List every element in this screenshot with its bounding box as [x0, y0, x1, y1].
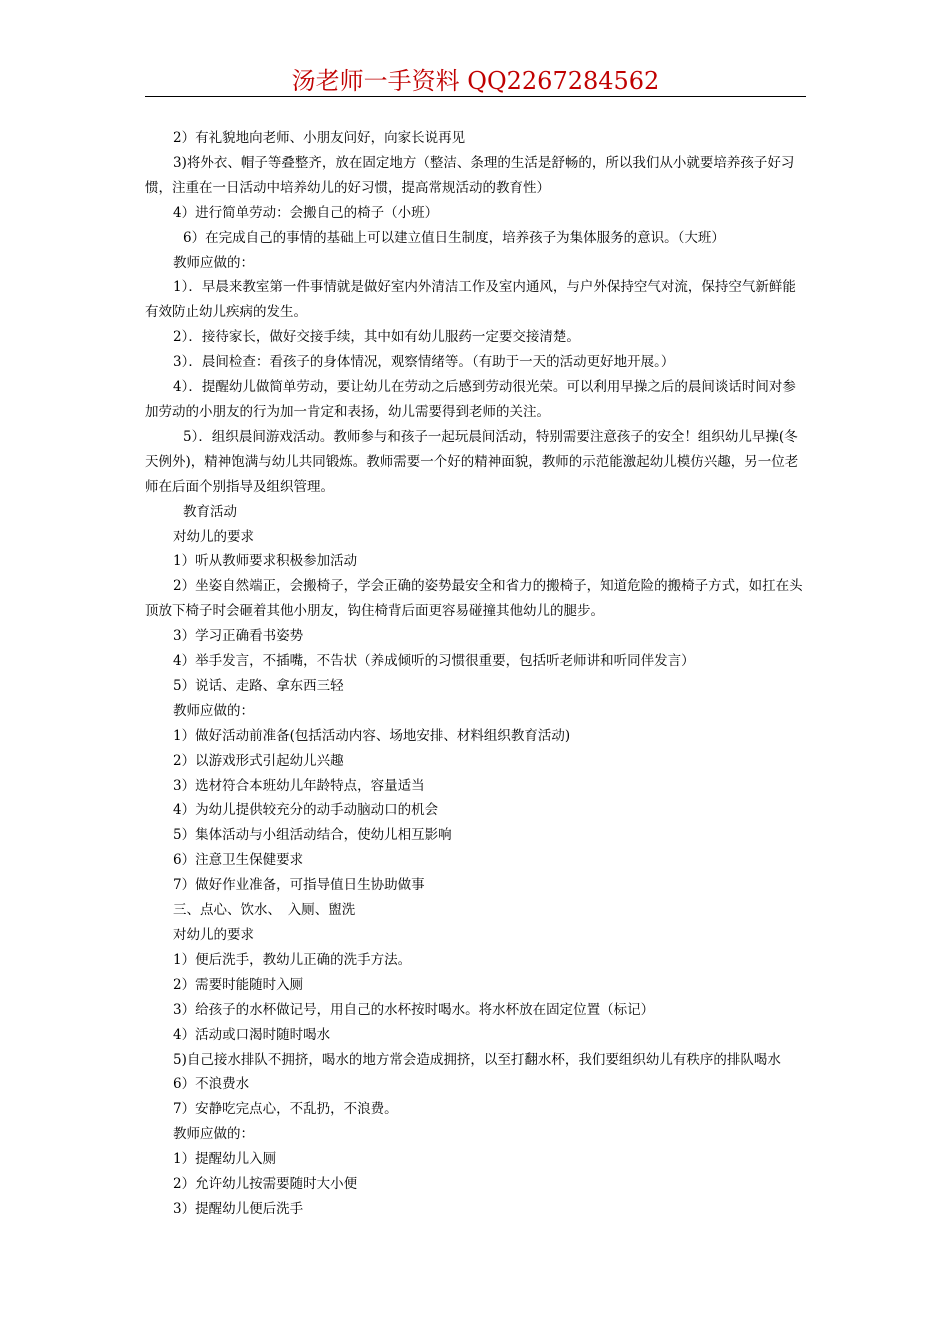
paragraph: 3)将外衣、帽子等叠整齐，放在固定地方（整洁、条理的生活是舒畅的，所以我们从小就要培养孩子好习惯，注重在一日活动中培养幼儿的好习惯，提高常规活动的教育性）	[145, 154, 795, 196]
paragraph: 1）便后洗手，教幼儿正确的洗手方法。	[173, 951, 412, 968]
paragraph: 2）以游戏形式引起幼儿兴趣	[173, 752, 344, 769]
paragraph: 1）做好活动前准备(包括活动内容、场地安排、材料组织教育活动)	[173, 727, 571, 744]
paragraph: 5）说话、走路、拿东西三轻	[173, 677, 344, 694]
paragraph: 1）听从教师要求积极参加活动	[173, 553, 358, 570]
paragraph: 3）学习正确看书姿势	[173, 628, 304, 645]
section-label: 对幼儿的要求	[173, 528, 254, 545]
section-label: 教师应做的：	[173, 1126, 254, 1143]
paragraph: 5）集体活动与小组活动结合，使幼儿相互影响	[173, 827, 452, 844]
paragraph: 6）不浪费水	[173, 1076, 250, 1093]
paragraph: 1）．早晨来教室第一件事情就是做好室内外清洁工作及室内通风，与户外保持空气对流，保持空气新鲜能有效防止幼儿疾病的发生。	[145, 279, 796, 321]
section-heading: 三、点心、饮水、 入厕、盥洗	[173, 902, 356, 919]
paragraph: 7）安静吃完点心，不乱扔，不浪费。	[173, 1101, 398, 1118]
page-header-title: 汤老师一手资料 QQ2267284562	[291, 67, 660, 95]
paragraph: 2）．接待家长，做好交接手续，其中如有幼儿服药一定要交接清楚。	[173, 329, 580, 346]
section-label: 教师应做的：	[173, 254, 254, 271]
paragraph: 2）需要时能随时入厕	[173, 976, 304, 993]
paragraph: 4）．提醒幼儿做简单劳动，要让幼儿在劳动之后感到劳动很光荣。可以利用早操之后的晨间谈话时间对参加劳动的小朋友的行为加一肯定和表扬，幼儿需要得到老师的关注。	[145, 379, 796, 420]
document-body	[145, 126, 806, 1222]
paragraph: 3）．晨间检查：看孩子的身体情况，观察情绪等。（有助于一天的活动更好地开展。）	[173, 354, 675, 371]
paragraph: 4）进行简单劳动：会搬自己的椅子（小班）	[173, 204, 439, 221]
paragraph: 7）做好作业准备，可指导值日生协助做事	[173, 877, 425, 894]
paragraph: 6）注意卫生保健要求	[173, 852, 304, 869]
paragraph: 4）活动或口渴时随时喝水	[173, 1026, 331, 1043]
paragraph: 5)自己接水排队不拥挤，喝水的地方常会造成拥挤，以至打翻水杯，我们要组织幼儿有秩序的排队喝水	[173, 1051, 781, 1068]
paragraph: 4）举手发言，不插嘴，不告状（养成倾听的习惯很重要，包括听老师讲和听同伴发言）	[173, 653, 695, 670]
header-divider	[145, 96, 806, 97]
section-label: 对幼儿的要求	[173, 927, 254, 943]
paragraph: 3）选材符合本班幼儿年龄特点，容量适当	[173, 777, 425, 794]
paragraph: 3）给孩子的水杯做记号，用自己的水杯按时喝水。将水杯放在固定位置（标记）	[173, 1001, 655, 1018]
paragraph: 4）为幼儿提供较充分的动手动脑动口的机会	[173, 802, 439, 819]
paragraph: 5）．组织晨间游戏活动。教师参与和孩子一起玩晨间活动，特别需要注意孩子的安全！组织幼儿早操(冬天例外)，精神饱满与幼儿共同锻炼。教师需要一个好的精神面貌，教师的示范能激起幼儿模仿兴趣，另一位老师在后面个别指导及组织管理。	[145, 428, 799, 495]
paragraph: 2）坐姿自然端正，会搬椅子，学会正确的姿势最安全和省力的搬椅子，知道危险的搬椅子方式，如扛在头顶放下椅子时会砸着其他小朋友，钩住椅背后面更容易碰撞其他幼儿的腿步。	[145, 578, 803, 620]
paragraph: 2）有礼貌地向老师、小朋友问好，向家长说再见	[173, 130, 466, 146]
paragraph: 3）提醒幼儿便后洗手	[173, 1200, 304, 1217]
paragraph: 1）提醒幼儿入厕	[173, 1151, 277, 1168]
section-label: 教师应做的：	[173, 702, 254, 719]
section-heading: 教育活动	[183, 503, 237, 520]
paragraph: 6）在完成自己的事情的基础上可以建立值日生制度，培养孩子为集体服务的意识。（大班）	[183, 229, 725, 246]
paragraph: 2）允许幼儿按需要随时大小便	[173, 1176, 358, 1193]
